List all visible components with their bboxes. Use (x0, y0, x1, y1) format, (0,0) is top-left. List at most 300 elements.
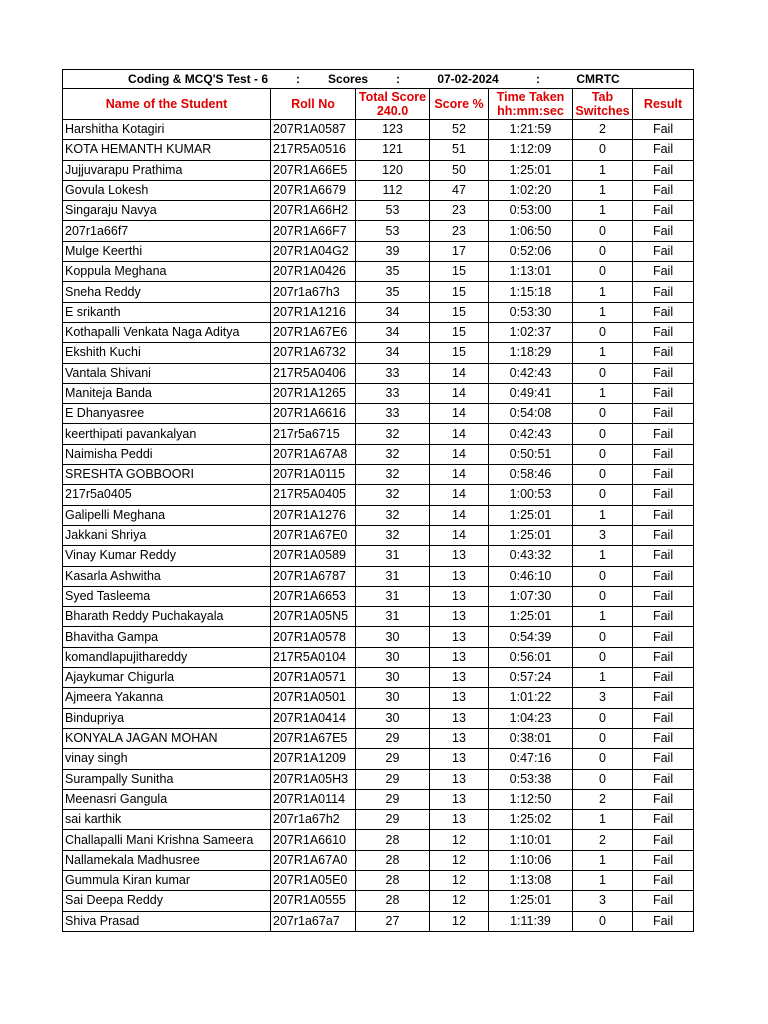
roll-number: 207R1A0501 (271, 688, 356, 708)
time-taken: 0:38:01 (489, 728, 573, 748)
time-taken: 1:06:50 (489, 221, 573, 241)
tab-switches: 1 (573, 607, 633, 627)
student-name: Gummula Kiran kumar (63, 870, 271, 890)
roll-number: 207R1A0587 (271, 120, 356, 140)
time-taken: 0:52:06 (489, 241, 573, 261)
table-row (63, 607, 694, 627)
roll-number: 207R1A05N5 (271, 607, 356, 627)
tab-switches: 3 (573, 688, 633, 708)
score-percent: 15 (430, 262, 489, 282)
table-row (63, 383, 694, 403)
roll-number: 217R5A0516 (271, 140, 356, 160)
time-taken: 1:01:22 (489, 688, 573, 708)
score-percent: 23 (430, 201, 489, 221)
tab-switches: 0 (573, 566, 633, 586)
student-name: Galipelli Meghana (63, 505, 271, 525)
tab-switches: 0 (573, 444, 633, 464)
tab-switches: 0 (573, 241, 633, 261)
result: Fail (633, 586, 694, 606)
scores-label: Scores (328, 72, 369, 86)
tab-switches: 1 (573, 668, 633, 688)
total-score: 28 (356, 870, 430, 890)
student-name: KONYALA JAGAN MOHAN (63, 728, 271, 748)
student-name: Naimisha Peddi (63, 444, 271, 464)
time-taken: 0:42:43 (489, 424, 573, 444)
table-row (63, 221, 694, 241)
roll-number: 207R1A67A8 (271, 444, 356, 464)
time-taken: 1:02:37 (489, 322, 573, 342)
roll-number: 207R1A66E5 (271, 160, 356, 180)
roll-number: 207R1A6653 (271, 586, 356, 606)
time-taken: 1:10:06 (489, 850, 573, 870)
result: Fail (633, 485, 694, 505)
total-score: 31 (356, 607, 430, 627)
tab-switches: 1 (573, 546, 633, 566)
table-row (63, 627, 694, 647)
tab-switches: 0 (573, 708, 633, 728)
title-cell (63, 70, 694, 89)
result: Fail (633, 505, 694, 525)
student-name: Nallamekala Madhusree (63, 850, 271, 870)
result: Fail (633, 201, 694, 221)
result: Fail (633, 810, 694, 830)
time-taken: 1:25:02 (489, 810, 573, 830)
score-percent: 15 (430, 322, 489, 342)
score-percent: 13 (430, 708, 489, 728)
tab-switches: 0 (573, 363, 633, 383)
score-percent: 14 (430, 404, 489, 424)
score-percent: 52 (430, 120, 489, 140)
time-taken: 1:00:53 (489, 485, 573, 505)
table-row (63, 180, 694, 200)
result: Fail (633, 120, 694, 140)
total-score: 34 (356, 322, 430, 342)
total-score: 29 (356, 769, 430, 789)
total-score: 32 (356, 465, 430, 485)
result: Fail (633, 708, 694, 728)
student-name: keerthipati pavankalyan (63, 424, 271, 444)
total-score: 29 (356, 789, 430, 809)
time-taken: 0:43:32 (489, 546, 573, 566)
student-name: Shiva Prasad (63, 911, 271, 931)
student-name: Vinay Kumar Reddy (63, 546, 271, 566)
total-score: 53 (356, 201, 430, 221)
student-name: Jujjuvarapu Prathima (63, 160, 271, 180)
student-name: Challapalli Mani Krishna Sameera (63, 830, 271, 850)
result: Fail (633, 465, 694, 485)
student-name: Ajmeera Yakanna (63, 688, 271, 708)
tab-switches: 2 (573, 830, 633, 850)
tab-switches: 0 (573, 769, 633, 789)
tab-switches: 0 (573, 485, 633, 505)
table-row (63, 444, 694, 464)
tab-switches: 0 (573, 424, 633, 444)
roll-number: 207R1A05E0 (271, 870, 356, 890)
table-row (63, 485, 694, 505)
score-percent: 13 (430, 668, 489, 688)
total-score: 35 (356, 262, 430, 282)
total-score: 34 (356, 343, 430, 363)
table-row (63, 586, 694, 606)
result: Fail (633, 404, 694, 424)
time-taken: 1:07:30 (489, 586, 573, 606)
student-name: Bindupriya (63, 708, 271, 728)
time-taken: 1:18:29 (489, 343, 573, 363)
total-score: 27 (356, 911, 430, 931)
title-separator: : (296, 72, 301, 86)
result: Fail (633, 363, 694, 383)
roll-number: 207R1A67E0 (271, 525, 356, 545)
tab-switches: 1 (573, 505, 633, 525)
header-score-pct: Score % (430, 89, 489, 120)
result: Fail (633, 830, 694, 850)
score-percent: 13 (430, 627, 489, 647)
total-score: 31 (356, 546, 430, 566)
table-row (63, 282, 694, 302)
roll-number: 207R1A67E5 (271, 728, 356, 748)
roll-number: 207r1a67h3 (271, 282, 356, 302)
result: Fail (633, 221, 694, 241)
total-score: 30 (356, 688, 430, 708)
table-row (63, 789, 694, 809)
student-name: komandlapujithareddy (63, 647, 271, 667)
tab-switches: 0 (573, 586, 633, 606)
title-row (63, 70, 694, 89)
tab-switches: 0 (573, 221, 633, 241)
roll-number: 207R1A0115 (271, 465, 356, 485)
time-taken: 0:46:10 (489, 566, 573, 586)
result: Fail (633, 525, 694, 545)
table-row (63, 911, 694, 931)
result: Fail (633, 728, 694, 748)
time-taken: 1:15:18 (489, 282, 573, 302)
score-percent: 13 (430, 586, 489, 606)
table-row (63, 728, 694, 748)
roll-number: 207R1A67A0 (271, 850, 356, 870)
total-score: 34 (356, 302, 430, 322)
total-score: 30 (356, 647, 430, 667)
total-score: 28 (356, 891, 430, 911)
tab-switches: 0 (573, 465, 633, 485)
time-taken: 0:42:43 (489, 363, 573, 383)
result: Fail (633, 302, 694, 322)
total-score: 28 (356, 830, 430, 850)
score-percent: 23 (430, 221, 489, 241)
score-percent: 12 (430, 830, 489, 850)
time-taken: 1:25:01 (489, 891, 573, 911)
total-score: 31 (356, 586, 430, 606)
result: Fail (633, 607, 694, 627)
result: Fail (633, 160, 694, 180)
total-score: 32 (356, 505, 430, 525)
score-percent: 50 (430, 160, 489, 180)
time-taken: 1:02:20 (489, 180, 573, 200)
score-percent: 15 (430, 282, 489, 302)
total-score: 29 (356, 728, 430, 748)
roll-number: 207r1a67a7 (271, 911, 356, 931)
roll-number: 217R5A0104 (271, 647, 356, 667)
header-tab-switches: Tab Switches (573, 89, 633, 120)
roll-number: 217r5a6715 (271, 424, 356, 444)
result: Fail (633, 911, 694, 931)
total-score: 29 (356, 749, 430, 769)
roll-number: 207R1A6616 (271, 404, 356, 424)
score-percent: 12 (430, 850, 489, 870)
header-name: Name of the Student (63, 89, 271, 120)
table-row (63, 302, 694, 322)
tab-switches: 1 (573, 180, 633, 200)
score-percent: 15 (430, 343, 489, 363)
result: Fail (633, 870, 694, 890)
score-percent: 13 (430, 810, 489, 830)
student-name: Bhavitha Gampa (63, 627, 271, 647)
result: Fail (633, 343, 694, 363)
score-percent: 13 (430, 607, 489, 627)
result: Fail (633, 668, 694, 688)
tab-switches: 1 (573, 870, 633, 890)
roll-number: 207R1A6732 (271, 343, 356, 363)
total-score: 32 (356, 485, 430, 505)
table-row (63, 201, 694, 221)
table-row (63, 708, 694, 728)
student-name: Govula Lokesh (63, 180, 271, 200)
student-name: Jakkani Shriya (63, 525, 271, 545)
roll-number: 207R1A6679 (271, 180, 356, 200)
result: Fail (633, 546, 694, 566)
time-taken: 0:58:46 (489, 465, 573, 485)
result: Fail (633, 140, 694, 160)
time-taken: 0:53:38 (489, 769, 573, 789)
table-row (63, 566, 694, 586)
table-row (63, 688, 694, 708)
tab-switches: 1 (573, 302, 633, 322)
student-name: 207r1a66f7 (63, 221, 271, 241)
roll-number: 207R1A05H3 (271, 769, 356, 789)
title-separator: : (536, 72, 541, 86)
roll-number: 217R5A0406 (271, 363, 356, 383)
table-row (63, 322, 694, 342)
time-taken: 1:21:59 (489, 120, 573, 140)
tab-switches: 1 (573, 810, 633, 830)
score-percent: 15 (430, 302, 489, 322)
score-percent: 13 (430, 566, 489, 586)
table-row (63, 343, 694, 363)
tab-switches: 3 (573, 891, 633, 911)
score-percent: 47 (430, 180, 489, 200)
student-name: Ekshith Kuchi (63, 343, 271, 363)
tab-switches: 0 (573, 749, 633, 769)
score-percent: 14 (430, 505, 489, 525)
total-score: 28 (356, 850, 430, 870)
table-row (63, 241, 694, 261)
total-score: 33 (356, 363, 430, 383)
tab-switches: 0 (573, 140, 633, 160)
table-row (63, 363, 694, 383)
result: Fail (633, 749, 694, 769)
student-name: Syed Tasleema (63, 586, 271, 606)
time-taken: 0:47:16 (489, 749, 573, 769)
roll-number: 207R1A0414 (271, 708, 356, 728)
tab-switches: 1 (573, 160, 633, 180)
table-row (63, 465, 694, 485)
score-percent: 13 (430, 749, 489, 769)
table-row (63, 891, 694, 911)
total-score: 33 (356, 404, 430, 424)
result: Fail (633, 282, 694, 302)
student-name: E srikanth (63, 302, 271, 322)
total-score: 33 (356, 383, 430, 403)
roll-number: 207R1A1265 (271, 383, 356, 403)
student-name: 217r5a0405 (63, 485, 271, 505)
total-score: 29 (356, 810, 430, 830)
student-name: vinay singh (63, 749, 271, 769)
student-name: Sai Deepa Reddy (63, 891, 271, 911)
roll-number: 207R1A0589 (271, 546, 356, 566)
result: Fail (633, 180, 694, 200)
student-name: E Dhanyasree (63, 404, 271, 424)
time-taken: 1:12:09 (489, 140, 573, 160)
org-name: CMRTC (576, 72, 620, 86)
time-taken: 0:50:51 (489, 444, 573, 464)
roll-number: 207R1A6787 (271, 566, 356, 586)
table-row (63, 647, 694, 667)
table-row (63, 120, 694, 140)
roll-number: 207R1A1276 (271, 505, 356, 525)
time-taken: 0:53:30 (489, 302, 573, 322)
time-taken: 1:13:01 (489, 262, 573, 282)
total-score: 32 (356, 525, 430, 545)
result: Fail (633, 444, 694, 464)
total-score: 30 (356, 627, 430, 647)
time-taken: 1:11:39 (489, 911, 573, 931)
tab-switches: 0 (573, 647, 633, 667)
student-name: Kasarla Ashwitha (63, 566, 271, 586)
time-taken: 0:49:41 (489, 383, 573, 403)
table-row (63, 749, 694, 769)
time-taken: 1:25:01 (489, 160, 573, 180)
roll-number: 207R1A6610 (271, 830, 356, 850)
score-percent: 13 (430, 728, 489, 748)
time-taken: 1:25:01 (489, 505, 573, 525)
table-row (63, 505, 694, 525)
table-row (63, 525, 694, 545)
roll-number: 207r1a67h2 (271, 810, 356, 830)
result: Fail (633, 424, 694, 444)
score-percent: 14 (430, 424, 489, 444)
student-name: Mulge Keerthi (63, 241, 271, 261)
total-score: 123 (356, 120, 430, 140)
header-total-score: Total Score 240.0 (356, 89, 430, 120)
score-percent: 14 (430, 363, 489, 383)
total-score: 120 (356, 160, 430, 180)
header-time-taken: Time Taken hh:mm:sec (489, 89, 573, 120)
time-taken: 0:54:39 (489, 627, 573, 647)
tab-switches: 2 (573, 789, 633, 809)
total-score: 30 (356, 668, 430, 688)
time-taken: 1:13:08 (489, 870, 573, 890)
score-percent: 13 (430, 647, 489, 667)
table-row (63, 262, 694, 282)
title-separator: : (396, 72, 401, 86)
result: Fail (633, 322, 694, 342)
roll-number: 207R1A66F7 (271, 221, 356, 241)
table-row (63, 830, 694, 850)
tab-switches: 2 (573, 120, 633, 140)
result: Fail (633, 262, 694, 282)
student-name: Maniteja Banda (63, 383, 271, 403)
time-taken: 0:56:01 (489, 647, 573, 667)
total-score: 112 (356, 180, 430, 200)
score-percent: 13 (430, 546, 489, 566)
time-taken: 1:25:01 (489, 607, 573, 627)
score-percent: 13 (430, 789, 489, 809)
student-name: Surampally Sunitha (63, 769, 271, 789)
score-percent: 17 (430, 241, 489, 261)
time-taken: 1:12:50 (489, 789, 573, 809)
table-row (63, 424, 694, 444)
time-taken: 1:25:01 (489, 525, 573, 545)
roll-number: 207R1A67E6 (271, 322, 356, 342)
test-name: Coding & MCQ'S Test - 6 (128, 72, 269, 86)
roll-number: 207R1A1209 (271, 749, 356, 769)
score-percent: 14 (430, 465, 489, 485)
table-row (63, 668, 694, 688)
roll-number: 207R1A0571 (271, 668, 356, 688)
result: Fail (633, 688, 694, 708)
roll-number: 217R5A0405 (271, 485, 356, 505)
score-percent: 14 (430, 485, 489, 505)
table-row (63, 769, 694, 789)
score-percent: 12 (430, 870, 489, 890)
roll-number: 207R1A0114 (271, 789, 356, 809)
total-score: 32 (356, 424, 430, 444)
tab-switches: 1 (573, 282, 633, 302)
roll-number: 207R1A04G2 (271, 241, 356, 261)
score-percent: 14 (430, 383, 489, 403)
total-score: 121 (356, 140, 430, 160)
table-row (63, 870, 694, 890)
student-name: Vantala Shivani (63, 363, 271, 383)
time-taken: 1:10:01 (489, 830, 573, 850)
roll-number: 207R1A0555 (271, 891, 356, 911)
student-name: Harshitha Kotagiri (63, 120, 271, 140)
total-score: 30 (356, 708, 430, 728)
tab-switches: 0 (573, 262, 633, 282)
score-percent: 13 (430, 769, 489, 789)
tab-switches: 1 (573, 383, 633, 403)
time-taken: 0:54:08 (489, 404, 573, 424)
table-row (63, 546, 694, 566)
student-name: Kothapalli Venkata Naga Aditya (63, 322, 271, 342)
test-date: 07-02-2024 (437, 72, 499, 86)
student-name: KOTA HEMANTH KUMAR (63, 140, 271, 160)
table-row (63, 810, 694, 830)
score-percent: 14 (430, 444, 489, 464)
header-roll: Roll No (271, 89, 356, 120)
scores-table (62, 69, 694, 932)
time-taken: 0:53:00 (489, 201, 573, 221)
total-score: 53 (356, 221, 430, 241)
table-row (63, 140, 694, 160)
student-name: Bharath Reddy Puchakayala (63, 607, 271, 627)
result: Fail (633, 769, 694, 789)
total-score: 35 (356, 282, 430, 302)
result: Fail (633, 850, 694, 870)
table-row (63, 850, 694, 870)
header-row (63, 89, 694, 120)
total-score: 32 (356, 444, 430, 464)
tab-switches: 3 (573, 525, 633, 545)
